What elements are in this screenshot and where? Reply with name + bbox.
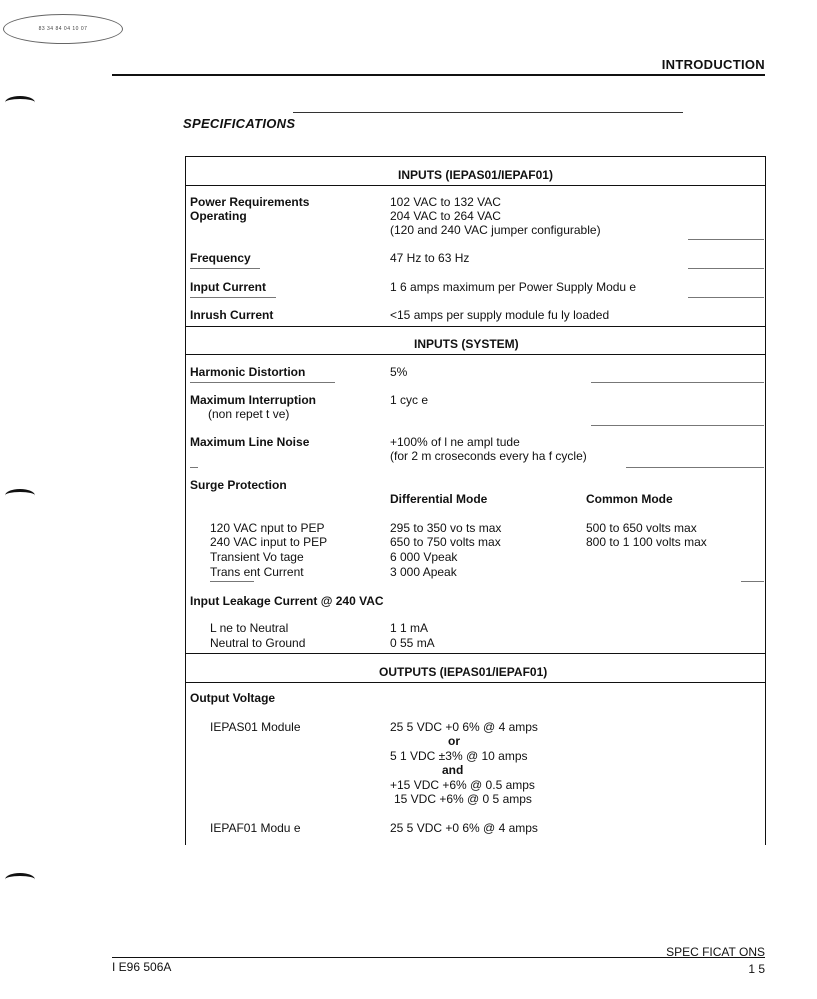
divider <box>186 653 765 654</box>
surge-row-differential: 295 to 350 vo ts max <box>390 521 502 535</box>
differential-mode-header: Differential Mode <box>390 492 488 506</box>
leakage-row-value: 0 55 mA <box>390 636 435 650</box>
divider <box>210 581 254 582</box>
maximum-interruption-value: 1 cyc e <box>390 393 429 407</box>
leakage-row-label: Neutral to Ground <box>210 636 306 650</box>
harmonic-distortion-label: Harmonic Distortion <box>190 365 306 379</box>
harmonic-distortion-value: 5% <box>390 365 408 379</box>
iepas01-output-3: +15 VDC +6% @ 0.5 amps <box>390 778 535 792</box>
divider <box>688 268 764 269</box>
divider <box>591 382 764 383</box>
divider <box>190 268 260 269</box>
power-value-1: 102 VAC to 132 VAC <box>390 195 501 209</box>
surge-row-common: 500 to 650 volts max <box>586 521 697 535</box>
frequency-label: Frequency <box>190 251 251 265</box>
common-mode-header: Common Mode <box>586 492 673 506</box>
operating-label: Operating <box>190 209 247 223</box>
iepas01-conjunction-and: and <box>442 763 464 777</box>
outputs-heading: OUTPUTS (IEPAS01/IEPAF01) <box>379 665 548 679</box>
iepaf01-output: 25 5 VDC +0 6% @ 4 amps <box>390 821 538 835</box>
page-title: SPECIFICATIONS <box>183 116 296 131</box>
inrush-current-value: <15 amps per supply module fu ly loaded <box>390 308 610 322</box>
surge-row-differential: 3 000 Apeak <box>390 565 457 579</box>
divider <box>591 425 764 426</box>
hole-punch-mark <box>5 489 35 502</box>
footer-section <box>666 945 765 976</box>
iepas01-conjunction-or: or <box>448 734 460 748</box>
iepas01-output-1: 25 5 VDC +0 6% @ 4 amps <box>390 720 538 734</box>
iepas01-output-4: 15 VDC +6% @ 0 5 amps <box>394 792 532 806</box>
inputs-module-heading: INPUTS (IEPAS01/IEPAF01) <box>398 168 553 182</box>
header-rule <box>112 74 765 76</box>
power-value-3: (120 and 240 VAC jumper configurable) <box>390 223 601 237</box>
divider <box>186 682 765 683</box>
line-noise-value-1: +100% of l ne ampl tude <box>390 435 520 449</box>
divider <box>688 297 764 298</box>
divider <box>190 297 276 298</box>
divider <box>190 467 198 468</box>
document-id: I E96 506A <box>112 960 172 974</box>
divider <box>186 185 765 186</box>
divider <box>741 581 764 582</box>
leakage-row-value: 1 1 mA <box>390 621 429 635</box>
divider <box>190 382 335 383</box>
interruption-note: (non repet t ve) <box>208 407 290 421</box>
input-leakage-label: Input Leakage Current @ 240 VAC <box>190 594 384 608</box>
specifications-table <box>185 156 766 845</box>
surge-protection-label: Surge Protection <box>190 478 287 492</box>
surge-row-label: 240 VAC input to PEP <box>210 535 328 549</box>
received-stamp: 83 34 84 04 10 07 <box>3 14 123 44</box>
divider <box>626 467 764 468</box>
divider <box>186 354 765 355</box>
page-number: 1 5 <box>748 962 765 976</box>
surge-row-differential: 650 to 750 volts max <box>390 535 501 549</box>
maximum-interruption-label: Maximum Interruption <box>190 393 317 407</box>
maximum-line-noise-label: Maximum Line Noise <box>190 435 310 449</box>
input-current-label: Input Current <box>190 280 266 294</box>
iepaf01-module-label: IEPAF01 Modu e <box>210 821 301 835</box>
footer-section-label: SPEC FICAT ONS <box>666 945 765 959</box>
title-rule <box>293 112 683 113</box>
iepas01-output-2: 5 1 VDC ±3% @ 10 amps <box>390 749 528 763</box>
surge-row-label: 120 VAC nput to PEP <box>210 521 325 535</box>
inputs-system-heading: INPUTS (SYSTEM) <box>414 337 519 351</box>
frequency-value: 47 Hz to 63 Hz <box>390 251 470 265</box>
surge-row-common: 800 to 1 100 volts max <box>586 535 707 549</box>
surge-row-differential: 6 000 Vpeak <box>390 550 458 564</box>
input-current-value: 1 6 amps maximum per Power Supply Modu e <box>390 280 637 294</box>
output-voltage-label: Output Voltage <box>190 691 276 705</box>
surge-row-label: Trans ent Current <box>210 565 304 579</box>
divider <box>186 326 765 327</box>
hole-punch-mark <box>5 96 35 109</box>
inrush-current-label: Inrush Current <box>190 308 274 322</box>
line-noise-value-2: (for 2 m croseconds every ha f cycle) <box>390 449 587 463</box>
leakage-row-label: L ne to Neutral <box>210 621 289 635</box>
section-header: INTRODUCTION <box>661 57 765 72</box>
power-value-2: 204 VAC to 264 VAC <box>390 209 501 223</box>
divider <box>688 239 764 240</box>
power-requirements-label: Power Requirements <box>190 195 310 209</box>
iepas01-module-label: IEPAS01 Module <box>210 720 301 734</box>
hole-punch-mark <box>5 873 35 886</box>
surge-row-label: Transient Vo tage <box>210 550 304 564</box>
